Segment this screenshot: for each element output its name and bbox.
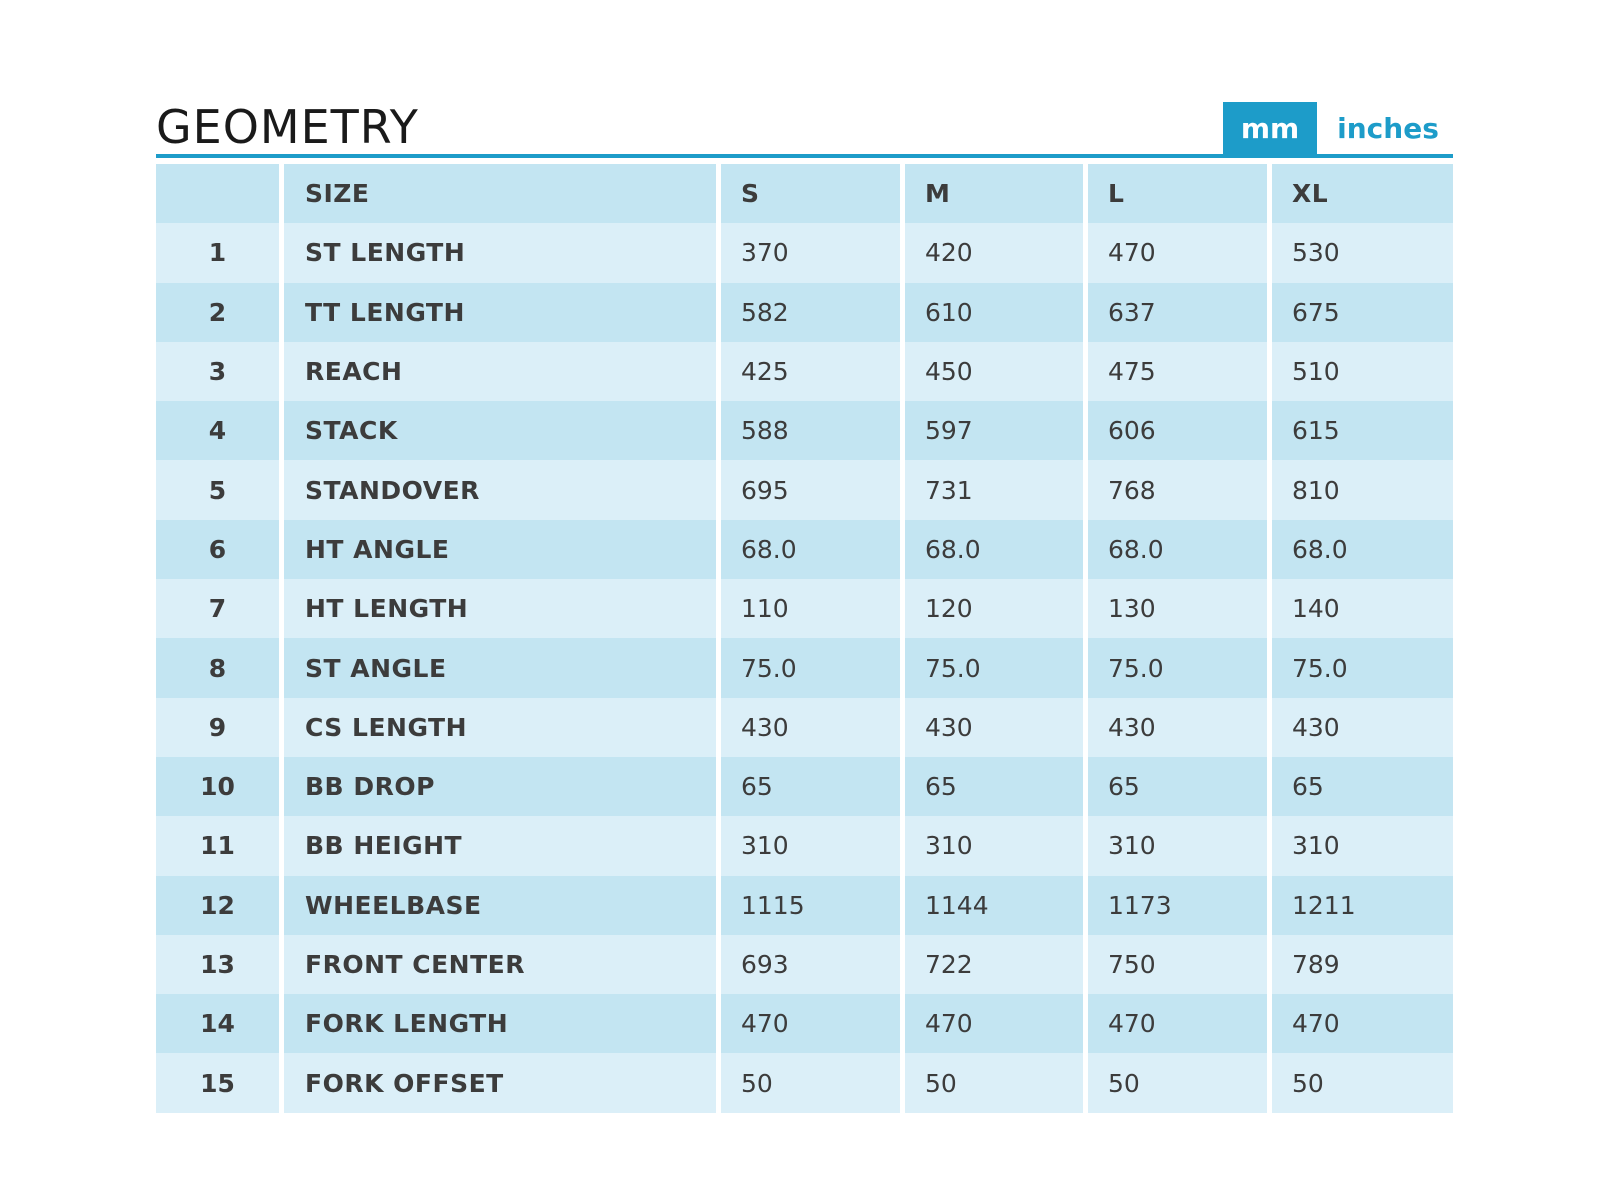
value-xl-cell: 140	[1292, 594, 1340, 624]
unit-mm-button[interactable]: mm	[1223, 102, 1317, 154]
table-row	[156, 1053, 1453, 1112]
value-xl-cell: 50	[1292, 1068, 1324, 1098]
row-index-cell: 2	[156, 283, 284, 342]
row-index-cell: 15	[156, 1053, 284, 1112]
value-s-cell: 370	[721, 223, 905, 282]
unit-inches-button[interactable]: inches	[1337, 111, 1439, 145]
table-row	[156, 994, 1453, 1053]
value-l-cell: 65	[1088, 757, 1272, 816]
value-xl-cell: 310	[1292, 831, 1340, 861]
row-index-cell: 14	[156, 994, 284, 1053]
value-s-cell: 50	[721, 1053, 905, 1112]
value-m-cell: 597	[905, 401, 1088, 460]
value-m-cell: 610	[905, 283, 1088, 342]
value-m-cell: 722	[905, 935, 1088, 994]
value-m-cell: 68.0	[905, 520, 1088, 579]
value-l-cell: 1173	[1088, 876, 1272, 935]
value-xl-cell: 675	[1292, 297, 1340, 327]
value-xl-cell: 430	[1292, 712, 1340, 742]
row-index-cell: 4	[156, 401, 284, 460]
row-index-cell: 10	[156, 757, 284, 816]
row-label-cell: FORK OFFSET	[284, 1053, 721, 1112]
value-m-cell: 50	[905, 1053, 1088, 1112]
value-m-cell: 65	[905, 757, 1088, 816]
row-index-cell: 11	[156, 816, 284, 875]
value-m-cell: 470	[905, 994, 1088, 1053]
value-s-cell: 1115	[721, 876, 905, 935]
value-s-cell: 582	[721, 283, 905, 342]
row-label-cell: WHEELBASE	[284, 876, 721, 935]
table-row	[156, 520, 1453, 579]
value-xl-cell: 810	[1292, 475, 1340, 505]
value-l-cell: 637	[1088, 283, 1272, 342]
value-l-cell: 606	[1088, 401, 1272, 460]
table-row	[156, 401, 1453, 460]
value-s-cell: 65	[721, 757, 905, 816]
unit-toggle	[1223, 102, 1453, 154]
value-l-cell: 470	[1088, 994, 1272, 1053]
header-l-cell: L	[1088, 164, 1272, 223]
row-label-cell: TT LENGTH	[284, 283, 721, 342]
value-l-cell: 768	[1088, 460, 1272, 519]
table-row	[156, 816, 1453, 875]
row-label-cell: CS LENGTH	[284, 698, 721, 757]
row-label-cell: ST ANGLE	[284, 638, 721, 697]
value-xl-cell: 615	[1292, 416, 1340, 446]
row-label-cell: REACH	[284, 342, 721, 401]
row-index-cell: 9	[156, 698, 284, 757]
table-body	[156, 223, 1453, 1112]
value-s-cell: 430	[721, 698, 905, 757]
row-label-cell: FRONT CENTER	[284, 935, 721, 994]
page-title: GEOMETRY	[156, 100, 419, 154]
row-label-cell: STANDOVER	[284, 460, 721, 519]
value-m-cell: 120	[905, 579, 1088, 638]
row-index-cell: 8	[156, 638, 284, 697]
value-l-cell: 475	[1088, 342, 1272, 401]
header-size-cell: SIZE	[284, 164, 721, 223]
header-xl-cell: XL	[1292, 179, 1329, 209]
row-index-cell: 1	[156, 223, 284, 282]
row-label-cell: BB HEIGHT	[284, 816, 721, 875]
geometry-table	[156, 164, 1453, 1113]
value-l-cell: 470	[1088, 223, 1272, 282]
value-s-cell: 588	[721, 401, 905, 460]
value-xl-cell: 65	[1292, 772, 1324, 802]
value-s-cell: 110	[721, 579, 905, 638]
row-index-cell: 12	[156, 876, 284, 935]
table-header-row	[156, 164, 1453, 223]
row-index-cell: 6	[156, 520, 284, 579]
value-l-cell: 50	[1088, 1053, 1272, 1112]
value-xl-cell: 68.0	[1292, 534, 1348, 564]
row-label-cell: STACK	[284, 401, 721, 460]
value-xl-cell: 1211	[1292, 890, 1356, 920]
table-row	[156, 757, 1453, 816]
header-index-cell	[156, 164, 284, 223]
table-row	[156, 579, 1453, 638]
table-row	[156, 876, 1453, 935]
geometry-panel	[156, 92, 1453, 1113]
value-s-cell: 310	[721, 816, 905, 875]
table-row	[156, 342, 1453, 401]
value-s-cell: 425	[721, 342, 905, 401]
row-index-cell: 5	[156, 460, 284, 519]
value-m-cell: 430	[905, 698, 1088, 757]
value-l-cell: 430	[1088, 698, 1272, 757]
table-row	[156, 460, 1453, 519]
value-xl-cell: 530	[1292, 238, 1340, 268]
row-label-cell: HT ANGLE	[284, 520, 721, 579]
value-xl-cell: 789	[1292, 950, 1340, 979]
table-row	[156, 698, 1453, 757]
value-xl-cell: 510	[1292, 357, 1340, 387]
value-l-cell: 750	[1088, 935, 1272, 994]
value-l-cell: 130	[1088, 579, 1272, 638]
geometry-header	[156, 92, 1453, 158]
row-index-cell: 7	[156, 579, 284, 638]
value-m-cell: 731	[905, 460, 1088, 519]
row-label-cell: HT LENGTH	[284, 579, 721, 638]
value-s-cell: 695	[721, 460, 905, 519]
row-index-cell: 13	[156, 935, 284, 994]
row-label-cell: FORK LENGTH	[284, 994, 721, 1053]
row-label-cell: BB DROP	[284, 757, 721, 816]
header-s-cell: S	[721, 164, 905, 223]
table-row	[156, 638, 1453, 697]
value-xl-cell: 470	[1292, 1009, 1340, 1039]
value-m-cell: 75.0	[905, 638, 1088, 697]
table-row	[156, 283, 1453, 342]
value-l-cell: 75.0	[1088, 638, 1272, 697]
value-l-cell: 310	[1088, 816, 1272, 875]
value-m-cell: 420	[905, 223, 1088, 282]
value-m-cell: 1144	[905, 876, 1088, 935]
value-m-cell: 450	[905, 342, 1088, 401]
value-l-cell: 68.0	[1088, 520, 1272, 579]
row-index-cell: 3	[156, 342, 284, 401]
value-s-cell: 693	[721, 935, 905, 994]
value-s-cell: 470	[721, 994, 905, 1053]
value-s-cell: 68.0	[721, 520, 905, 579]
table-row	[156, 935, 1453, 994]
table-row	[156, 223, 1453, 282]
value-m-cell: 310	[905, 816, 1088, 875]
row-label-cell: ST LENGTH	[284, 223, 721, 282]
value-s-cell: 75.0	[721, 638, 905, 697]
header-m-cell: M	[905, 164, 1088, 223]
value-xl-cell: 75.0	[1292, 653, 1348, 683]
